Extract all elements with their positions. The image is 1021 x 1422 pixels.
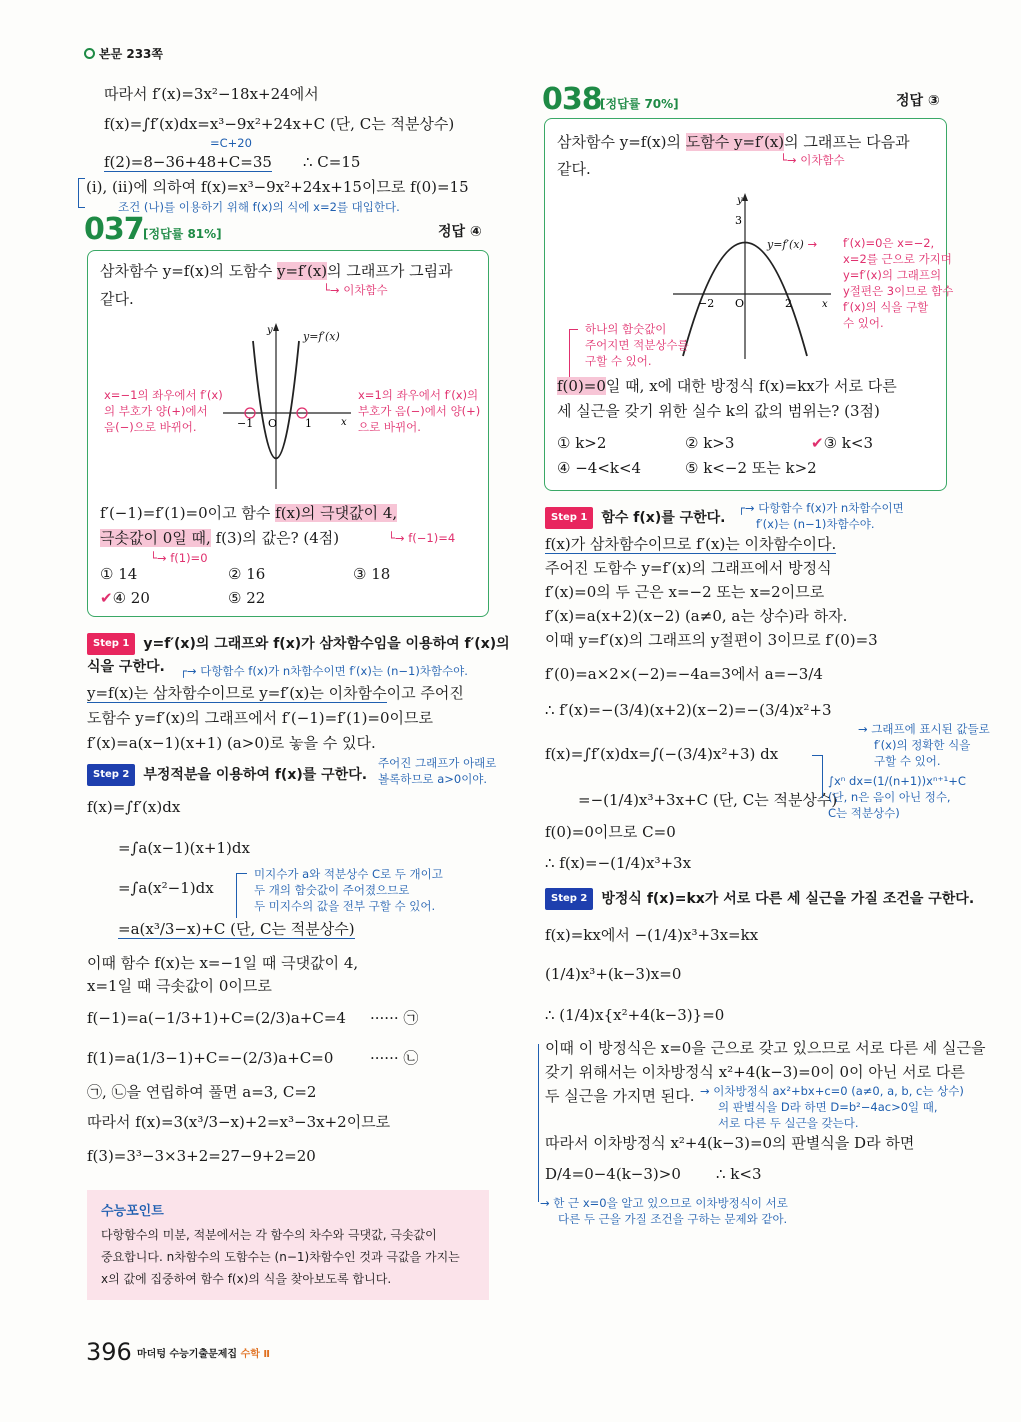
- prev-line: ∴ C=15: [303, 153, 361, 171]
- note-a-positive: [378, 755, 496, 787]
- note-line: 구할 수 있어.: [585, 354, 652, 368]
- note-line: 서로 다른 두 실근을 갖는다.: [718, 1116, 859, 1130]
- note-line: x=1의 좌우에서 f′(x)의: [358, 388, 479, 402]
- subject-name: 수학 Ⅱ: [240, 1349, 270, 1360]
- note-line: 으로 바뀌어.: [358, 420, 421, 434]
- note-line: 부호가 음(−)에서 양(+): [358, 404, 481, 418]
- choice-3-correct[interactable]: [811, 433, 873, 453]
- exam-point-box: [87, 1190, 489, 1300]
- tick-label: −1: [237, 417, 254, 430]
- step2-badge: Step 2: [87, 764, 135, 786]
- bracket: [812, 755, 823, 798]
- highlight: 도함수 y=f′(x): [685, 133, 785, 151]
- note-degree: ┌→ 다항함수 f(x)가 n차함수이면 f′(x)는 (n−1)차함수야.: [738, 501, 904, 531]
- origin-label: O: [268, 417, 278, 430]
- underlined-text: =a(x³/3−x)+C (단, C는 적분상수): [118, 920, 355, 938]
- note-line: 주어진 그래프가 아래로: [378, 756, 497, 770]
- sol-line: [87, 683, 464, 703]
- checkmark-icon: ✔: [811, 434, 824, 452]
- note-line: x=−1의 좌우에서 f′(x): [104, 388, 223, 402]
- q-text: 일 때, x에 대한 방정식 f(x)=kx가 서로 다른: [605, 377, 897, 395]
- y-axis-arrow-icon: [742, 193, 748, 201]
- exam-point-line: 다항함수의 미분, 적분에서는 각 함수의 차수와 극댓값, 극솟값이: [101, 1228, 437, 1242]
- note-discriminant: → 이차방정식 ax²+bx+c=0 (a≠0, a, b, c는 상수) 의 판별식을 D라 하면 D=b²−4ac>0일 때, 서로 다른 두 실근을 갖는다.: [700, 1084, 964, 1130]
- q-text: 의 그래프가 그림과: [327, 262, 453, 280]
- note-graph-values: → 그래프에 표시된 값들로 f′(x)의 정확한 식을 구할 수 있어.: [858, 722, 990, 768]
- choice-2[interactable]: ② k>3: [685, 434, 735, 452]
- sol-line: 이때 함수 f(x)는 x=−1일 때 극댓값이 4,: [87, 954, 359, 972]
- sol-line: ㉠, ㉡을 연립하여 풀면 a=3, C=2: [87, 1083, 317, 1101]
- note-line: 주어지면 적분상수를: [585, 338, 689, 352]
- note-unknowns: [254, 866, 443, 914]
- sol-line: f(3)=3³−3×3+2=27−9+2=20: [87, 1147, 316, 1165]
- x-label: x: [341, 417, 347, 428]
- tick-label: −2: [698, 297, 715, 310]
- note-line: 두 미지수의 값을 전부 구할 수 있어.: [254, 899, 436, 913]
- curve-label: y=f′(x) →: [767, 237, 818, 251]
- choice-4-correct[interactable]: [100, 588, 150, 608]
- note-line: 그래프에 표시된 값들로: [871, 722, 990, 736]
- step1-heading-cont: 식을 구한다.: [87, 659, 165, 675]
- sol-line: f(1)=a(1/3−1)+C=−(2/3)a+C=0: [87, 1049, 334, 1067]
- sol-line: 이때 이 방정식은 x=0을 근으로 갖고 있으므로 서로 다른 세 실근을: [545, 1039, 986, 1057]
- note-line: 한 근 x=0을 알고 있으므로 이차방정식이 서로: [553, 1196, 788, 1210]
- q-text: 삼차함수 y=f(x)의 도함수: [100, 262, 277, 280]
- choice-1[interactable]: ① k>2: [557, 434, 607, 452]
- page-number: 396: [86, 1338, 132, 1366]
- note-line: 하나의 함숫값이: [585, 322, 667, 336]
- q-text: f′(−1)=f′(1)=0이고 함수: [100, 504, 276, 522]
- sol-line: 도함수 y=f′(x)의 그래프에서 f′(−1)=f′(1)=0이므로: [87, 709, 434, 727]
- question-number: 037: [84, 212, 144, 247]
- step2-heading: [545, 888, 974, 910]
- prev-line: (i), (ii)에 의하여 f(x)=x³−9x²+24x+15이므로 f(0)=15: [86, 178, 469, 196]
- bracket: [78, 178, 85, 208]
- circle-bullet-icon: [84, 48, 95, 59]
- note-line: 이차방정식 ax²+bx+c=0 (a≠0, a, b, c는 상수): [713, 1084, 964, 1098]
- step-text: 부정적분을 이용하여 f(x)를 구한다.: [143, 767, 368, 783]
- note-integral-formula: [828, 773, 966, 821]
- question-text: [100, 528, 339, 548]
- choice-text: ④ 20: [112, 589, 150, 607]
- step1-heading: [545, 507, 726, 529]
- sol-line: =−(1/4)x³+3x+C (단, C는 적분상수): [578, 791, 838, 809]
- bracket: [236, 873, 247, 918]
- book-name: 마더텅 수능기출문제집: [137, 1349, 238, 1360]
- curve-label: y=f′(x): [303, 330, 340, 343]
- tick-label: 2: [785, 297, 792, 310]
- equation-mark-1: ······ ㉠: [370, 1009, 419, 1027]
- q-text: f(3)의 값은? (4점): [210, 529, 340, 547]
- question-text: 같다.: [100, 290, 134, 308]
- question-box-038: [544, 118, 954, 491]
- note-line: 미지수가 a와 적분상수 C로 두 개이고: [254, 867, 443, 881]
- text: 이고 주어진: [386, 684, 464, 702]
- sol-line: f′(x)=a(x+2)(x−2) (a≠0, a는 상수)라 하자.: [545, 607, 848, 625]
- note-line: f′(x)=0은 x=−2,: [843, 236, 935, 250]
- choice-4[interactable]: ④ −4<k<4: [557, 459, 642, 477]
- choice-text: ③ k<3: [823, 434, 873, 452]
- highlight: f(x)의 극댓값이 4,: [275, 504, 398, 522]
- sol-line: f(0)=0이므로 C=0: [545, 823, 676, 841]
- sol-line: x=1일 때 극솟값이 0이므로: [87, 977, 272, 995]
- note-line: 의 판별식을 D라 하면 D=b²−4ac>0일 때,: [718, 1100, 938, 1114]
- question-text: 같다.: [557, 160, 591, 178]
- step-text: 함수 f(x)를 구한다.: [601, 510, 726, 526]
- note-line: f′(x)의 식을 구할: [843, 300, 929, 314]
- answer-label: 정답 ③: [896, 93, 940, 109]
- sol-line: 따라서 f(x)=3(x³/3−x)+2=x³−3x+2이므로: [87, 1113, 391, 1131]
- choice-1[interactable]: ① 14: [100, 565, 138, 583]
- sol-line: f(−1)=a(−1/3+1)+C=(2/3)a+C=4: [87, 1009, 346, 1027]
- note-line: 의 부호가 양(+)에서: [104, 404, 208, 418]
- integral-line: =∫a(x−1)(x+1)dx: [118, 839, 250, 857]
- page-reference: [84, 44, 163, 64]
- sol-line: D/4=0−4(k−3)>0: [545, 1165, 681, 1183]
- correct-rate: [정답률 81%]: [143, 227, 222, 241]
- f2-equation: f(2)=8−36+48+C=35: [104, 153, 272, 171]
- highlight: f(0)=0: [557, 377, 606, 395]
- choice-2[interactable]: ② 16: [228, 565, 266, 583]
- sol-line: f(x)=∫f′(x)dx=∫(−(3/4)x²+3) dx: [545, 745, 779, 763]
- note-line: y=f′(x)의 그래프의: [843, 268, 942, 282]
- sol-line: 두 실근을 가지면 된다.: [545, 1087, 695, 1105]
- left-note: [104, 387, 223, 435]
- note-min: └→ f(1)=0: [150, 551, 208, 565]
- sol-line: f′(0)=a×2×(−2)=−4a=3에서 a=−3/4: [545, 665, 823, 683]
- choice-3[interactable]: ③ 18: [353, 565, 391, 583]
- right-note: [843, 235, 953, 331]
- checkmark-icon: ✔: [100, 589, 113, 607]
- tick-label: 3: [735, 214, 742, 227]
- note-line: f′(x)의 정확한 식을: [874, 738, 971, 752]
- question-number: 038: [542, 82, 602, 117]
- integral-line: =∫a(x²−1)dx: [118, 879, 214, 897]
- equation-mark-2: ······ ㉡: [370, 1049, 419, 1067]
- answer-label: 정답 ④: [438, 224, 482, 240]
- step2-badge: Step 2: [545, 888, 593, 910]
- sol-line: f(x)=kx에서 −(1/4)x³+3x=kx: [545, 926, 759, 944]
- note-text: 이차함수: [800, 153, 845, 167]
- q-text: 삼차함수 y=f(x)의: [557, 133, 686, 151]
- q-text: 의 그래프는 다음과: [784, 133, 910, 151]
- prev-line: 따라서 f′(x)=3x²−18x+24에서: [104, 85, 319, 103]
- note-line: 구할 수 있어.: [874, 754, 941, 768]
- sol-line: ∴ f(x)=−(1/4)x³+3x: [545, 854, 692, 872]
- note-line: 수 있어.: [843, 316, 884, 330]
- underlined-text: y=f(x)는 삼차함수이므로 y=f′(x)는 이차함수: [87, 684, 387, 702]
- prev-line: f(x)=∫f′(x)dx=x³−9x²+24x+C (단, C는 적분상수): [104, 115, 455, 133]
- sol-line: 갖기 위해서는 이차방정식 x²+4(k−3)=0이 0이 아닌 서로 다른: [545, 1063, 965, 1081]
- note-line: 두 개의 함숫값이 주어졌으므로: [254, 883, 410, 897]
- sol-line: ∴ (1/4)x{x²+4(k−3)}=0: [545, 1006, 725, 1024]
- sol-line: 따라서 이차방정식 x²+4(k−3)=0의 판별식을 D라 하면: [545, 1134, 915, 1152]
- step1-heading: [87, 633, 510, 655]
- highlight: y=f′(x): [276, 262, 328, 280]
- question-text: [557, 376, 897, 396]
- note-line: ∫xⁿ dx=(1/(n+1))xⁿ⁺¹+C: [828, 774, 966, 788]
- integral-line: [118, 919, 355, 939]
- sol-line: 이때 y=f′(x)의 그래프의 y절편이 3이므로 f′(0)=3: [545, 631, 878, 649]
- note-quadratic: └→ 이차함수: [780, 153, 845, 167]
- question-text: [100, 503, 397, 523]
- note-text: 다항함수 f(x)가 n차함수이면 f′(x)는 (n−1)차함수야.: [200, 664, 468, 678]
- underlined-text: f(x)가 삼차함수이므로 f′(x)는 이차함수이다.: [545, 535, 837, 553]
- exam-point-title: 수능포인트: [101, 1204, 164, 1219]
- note-c20: =C+20: [210, 136, 252, 150]
- right-note: [358, 387, 480, 435]
- page-ref-text: 본문 233쪽: [99, 47, 164, 61]
- question-text: 세 실근을 갖기 위한 실수 k의 값의 범위는? (3점): [557, 402, 880, 420]
- question-text: [557, 132, 910, 152]
- note-known-root: → 한 근 x=0을 알고 있으므로 이차방정식이 서로 다른 두 근을 가질 조건을 구하는 문제와 같아.: [540, 1196, 788, 1226]
- exam-point-line: 중요합니다. n차함수의 도함수는 (n−1)차함수인 것과 극값을 가지는: [101, 1250, 460, 1264]
- step2-heading: [87, 764, 367, 786]
- note-text: f(−1)=4: [408, 531, 456, 545]
- sol-line: f′(x)=a(x−1)(x+1) (a>0)로 놓을 수 있다.: [87, 734, 376, 752]
- sol-line: 주어진 도함수 y=f′(x)의 그래프에서 방정식: [545, 559, 832, 577]
- note-line: 다항함수 f(x)가 n차함수이면: [758, 501, 904, 515]
- prev-line: [104, 152, 272, 172]
- correct-rate: [정답률 70%]: [600, 97, 679, 111]
- step1-badge: Step 1: [87, 633, 135, 655]
- sol-line: (1/4)x³+(k−3)x=0: [545, 965, 682, 983]
- step-text: y=f′(x)의 그래프와 f(x)가 삼차함수임을 이용하여 f′(x)의: [143, 636, 510, 652]
- sol-line: ∴ f′(x)=−(3/4)(x+2)(x−2)=−(3/4)x²+3: [545, 701, 832, 719]
- y-label: y: [737, 195, 743, 206]
- tick-label: 1: [305, 417, 312, 430]
- y-axis-arrow-icon: [273, 323, 279, 331]
- sol-line: [545, 534, 836, 554]
- note-line: f′(x)는 (n−1)차함수야.: [756, 517, 875, 531]
- note-max: └→ f(−1)=4: [388, 531, 456, 545]
- bracket: [538, 1044, 544, 1202]
- sol-line: f′(x)=0의 두 근은 x=−2 또는 x=2이므로: [545, 583, 825, 601]
- origin-label: O: [735, 297, 745, 310]
- note-line: 볼록하므로 a>0이야.: [378, 772, 488, 786]
- note-line: (단, n은 음이 아닌 정수,: [828, 790, 951, 804]
- sol-line: ∴ k<3: [716, 1165, 762, 1183]
- exam-point-line: x의 값에 집중하여 함수 f(x)의 식을 찾아보도록 합니다.: [101, 1272, 392, 1286]
- y-label: y: [267, 325, 273, 336]
- book-title: [137, 1345, 270, 1365]
- question-box-037: [87, 250, 489, 617]
- note-line: C는 적분상수): [828, 806, 900, 820]
- note-line: 음(−)으로 바뀌어.: [104, 420, 197, 434]
- note-degree: ┌→ 다항함수 f(x)가 n차함수이면 f′(x)는 (n−1)차함수야.: [180, 664, 468, 678]
- step-text: 방정식 f(x)=kx가 서로 다른 세 실근을 가질 조건을 구한다.: [601, 891, 975, 907]
- x-label: x: [822, 299, 828, 310]
- note-line: x=2를 근으로 가지며: [843, 252, 952, 266]
- note-text: f(1)=0: [170, 551, 208, 565]
- choice-5[interactable]: ⑤ 22: [228, 589, 266, 607]
- choice-5[interactable]: ⑤ k<−2 또는 k>2: [685, 459, 817, 477]
- integral-line: f(x)=∫f′(x)dx: [87, 798, 181, 816]
- note-line: 다른 두 근을 가질 조건을 구하는 문제와 같아.: [558, 1212, 788, 1226]
- left-note: [585, 321, 689, 369]
- step1-badge: Step 1: [545, 507, 593, 529]
- note-substitute: 조건 (나)를 이용하기 위해 f(x)의 식에 x=2를 대입한다.: [118, 200, 400, 214]
- highlight: 극솟값이 0일 때,: [100, 529, 211, 547]
- curve-text: y=f′(x): [767, 238, 804, 251]
- question-text: [100, 261, 453, 281]
- derivative-graph-038: [665, 191, 835, 361]
- note-quadratic: └→ 이차함수: [323, 283, 388, 297]
- note-text: 이차함수: [343, 283, 388, 297]
- note-line: y절편은 3이므로 함수: [843, 284, 954, 298]
